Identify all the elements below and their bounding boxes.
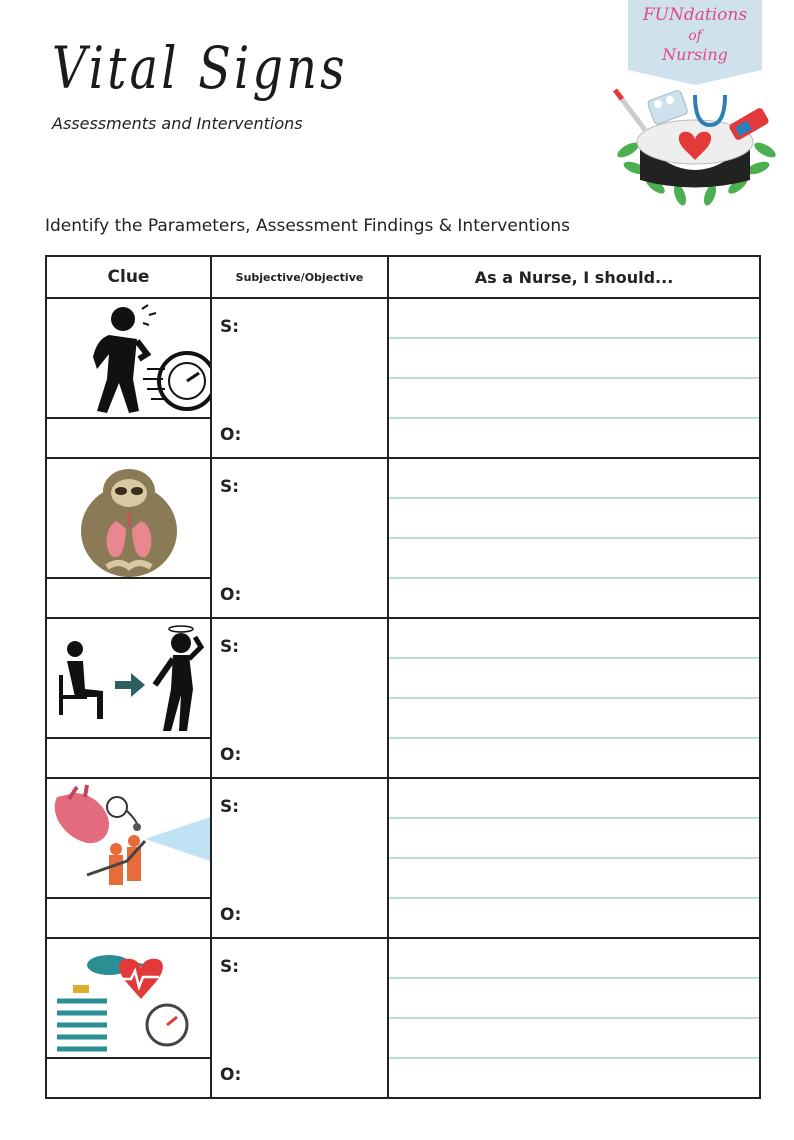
svg-text:of: of [688,28,702,44]
heart-pressure-firefighters-icon [47,779,210,899]
ruled-line [389,697,759,699]
svg-text:FUNdations: FUNdations [642,5,748,25]
brand-logo [600,0,790,220]
subjective-label: S: [220,477,240,497]
ruled-line [389,337,759,339]
subjective-objective-cell[interactable] [211,458,388,618]
objective-label: O: [220,1065,242,1085]
table-row [46,778,760,938]
nurse-actions-cell[interactable] [388,298,760,458]
nurse-actions-cell[interactable] [388,778,760,938]
ruled-line [389,537,759,539]
ruled-line [389,1057,759,1059]
clue-cell [46,778,211,938]
ruled-line [389,817,759,819]
ruled-line [389,377,759,379]
objective-label: O: [220,585,242,605]
objective-label: O: [220,745,242,765]
subjective-label: S: [220,797,240,817]
table-row [46,458,760,618]
ruled-line [389,657,759,659]
nurse-actions-cell[interactable] [388,618,760,778]
subjective-label: S: [220,637,240,657]
page-title: Vital Signs [52,34,348,102]
blood-pressure-cuff-icon [47,939,210,1059]
objective-label: O: [220,425,242,445]
header-nurse-actions: As a Nurse, I should... [388,256,760,298]
ruled-line [389,857,759,859]
ruled-line [389,977,759,979]
nurse-actions-cell[interactable] [388,938,760,1098]
ruled-line [389,497,759,499]
sloth-lungs-icon [47,459,210,579]
clue-cell [46,938,211,1098]
svg-text:Nursing: Nursing [662,45,728,64]
racing-heart-speed-icon [47,299,210,419]
ruled-line [389,577,759,579]
sit-to-stand-dizzy-icon [47,619,210,739]
worksheet-instruction: Identify the Parameters, Assessment Findings & Interventions [45,216,571,236]
subjective-objective-cell[interactable] [211,298,388,458]
subjective-label: S: [220,317,240,337]
table-row [46,938,760,1098]
subjective-objective-cell[interactable] [211,938,388,1098]
page-subtitle: Assessments and Interventions [52,114,303,133]
subjective-objective-cell[interactable] [211,778,388,938]
header-clue: Clue [46,256,211,298]
ruled-line [389,737,759,739]
assessment-table [45,255,761,1099]
clue-cell [46,458,211,618]
ruled-line [389,417,759,419]
table-header-row [46,256,760,298]
table-row [46,298,760,458]
objective-label: O: [220,905,242,925]
table-row [46,618,760,778]
header-subjective-objective: Subjective/Objective [211,256,388,298]
subjective-objective-cell[interactable] [211,618,388,778]
ruled-line [389,897,759,899]
ruled-line [389,1017,759,1019]
clue-cell [46,298,211,458]
subjective-label: S: [220,957,240,977]
clue-cell [46,618,211,778]
nurse-actions-cell[interactable] [388,458,760,618]
